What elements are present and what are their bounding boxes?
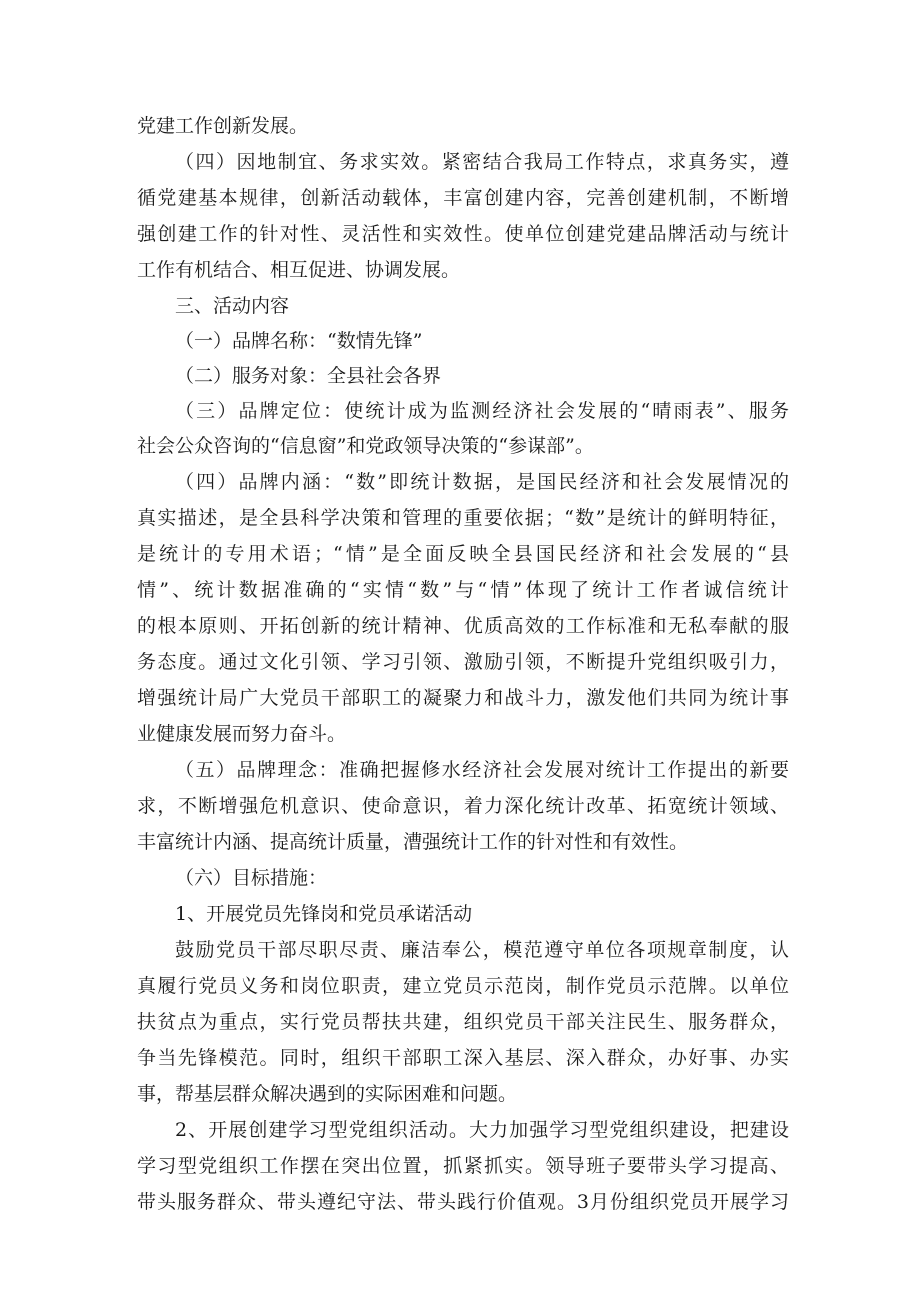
paragraph-line: 带头服务群众、带头遵纪守法、带头践行价值观。3月份组织党员开展学习 [137, 1191, 789, 1213]
paragraph-line: 增强统计局广大党员干部职工的凝聚力和战斗力，激发他们共同为统计事 [137, 687, 789, 709]
paragraph-line: 丰富统计内涵、提高统计质量，漕强统计工作的针对性和有效性。 [137, 831, 689, 853]
paragraph-line: 党建工作创新发展。 [137, 115, 309, 137]
paragraph-line: （五）品牌理念：准确把握修水经济社会发展对统计工作提出的新要 [175, 759, 789, 781]
paragraph-line: 2、开展创建学习型党组织活动。大力加强学习型党组织建设，把建设 [175, 1119, 789, 1141]
section-heading: 三、活动内容 [175, 295, 290, 317]
paragraph-line: 社会公众咨询的“信息窗”和党政领导决策的“参谋部”。 [137, 435, 594, 457]
paragraph-line: 循党建基本规律，创新活动载体，丰富创建内容，完善创建机制，不断增 [137, 187, 789, 209]
paragraph-line: （三）品牌定位：使统计成为监测经济社会发展的“晴雨表”、服务 [175, 400, 789, 422]
paragraph-line: 争当先锋模范。同时，组织干部职工深入基层、深入群众，办好事、办实 [137, 1047, 789, 1069]
paragraph-line: 情”、统计数据准确的“实情“数”与“情”体现了统计工作者诚信统计 [137, 579, 789, 601]
paragraph-line: 强创建工作的针对性、灵活性和实效性。使单位创建党建品牌活动与统计 [137, 223, 789, 245]
paragraph-line: 扶贫点为重点，实行党员帮扶共建，组织党员干部关注民生、服务群众， [137, 1011, 789, 1033]
paragraph-line: （二）服务对象：全县社会各界 [175, 365, 442, 387]
paragraph-line: （六）目标措施： [175, 867, 328, 889]
paragraph-line: 求，不断增强危机意识、使命意识，着力深化统计改革、拓宽统计领域、 [137, 795, 789, 817]
paragraph-line: 真履行党员义务和岗位职责，建立党员示范岗，制作党员示范牌。以单位 [137, 975, 789, 997]
paragraph-line: 务态度。通过文化引领、学习引领、激励引领，不断提升党组织吸引力， [137, 651, 789, 673]
paragraph-line: 工作有机结合、相互促进、协调发展。 [137, 259, 461, 281]
paragraph-line: 鼓励党员干部尽职尽责、廉洁奉公，模范遵守单位各项规章制度，认 [175, 939, 789, 961]
paragraph-line: 业健康发展而努力奋斗。 [137, 723, 347, 745]
paragraph-line: 真实描述，是全县科学决策和管理的重要依据；“数”是统计的鲜明特征， [137, 507, 789, 529]
paragraph-line: 是统计的专用术语；“情”是全面反映全县国民经济和社会发展的“县 [137, 543, 789, 565]
subsection-heading: 1、开展党员先锋岗和党员承诺活动 [175, 903, 473, 925]
paragraph-line: （四）品牌内涵：“数”即统计数据，是国民经济和社会发展情况的 [175, 471, 789, 493]
paragraph-line: 学习型党组织工作摆在突出位置，抓紧抓实。领导班子要带头学习提高、 [137, 1155, 789, 1177]
paragraph-line: 的根本原则、开拓创新的统计精神、优质高效的工作标准和无私奉献的服 [137, 615, 789, 637]
paragraph-line: （一）品牌名称：“数情先锋” [175, 330, 423, 352]
paragraph-line: （四）因地制宜、务求实效。紧密结合我局工作特点，求真务实，遵 [175, 151, 789, 173]
paragraph-line: 事，帮基层群众解决遇到的实际困难和问题。 [137, 1083, 518, 1105]
